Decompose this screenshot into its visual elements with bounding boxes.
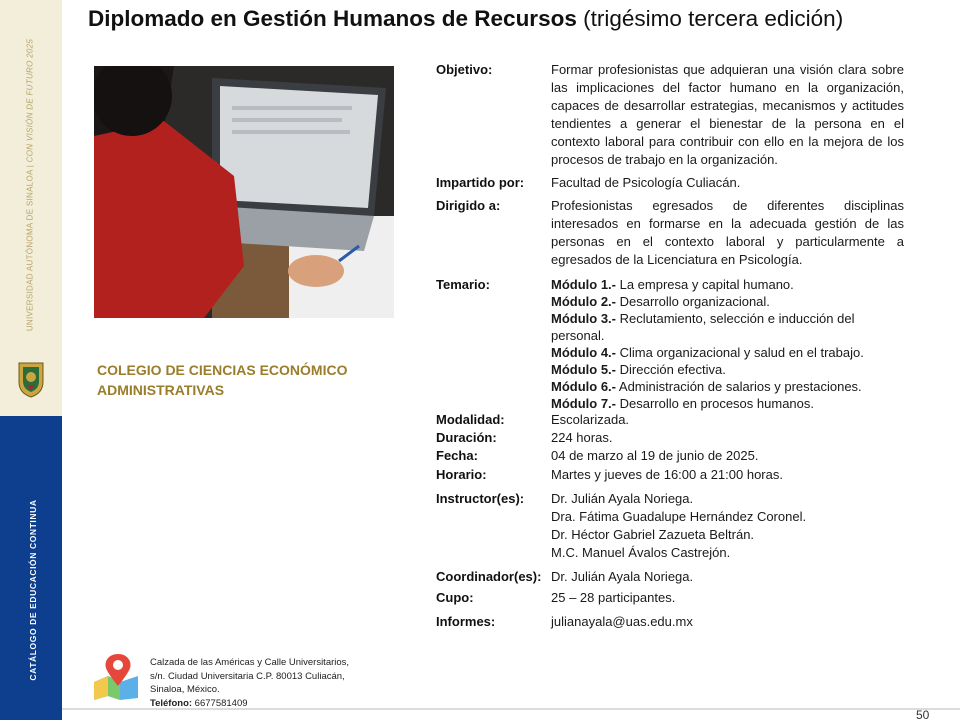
address-line: Sinaloa, México. <box>150 684 220 695</box>
temario-list <box>551 276 881 412</box>
label-temario: Temario: <box>436 277 490 292</box>
label-fecha: Fecha: <box>436 448 478 463</box>
instructor-item: Dr. Héctor Gabriel Zazueta Beltrán. <box>551 527 755 542</box>
module-item: Módulo 5.- Dirección efectiva. <box>551 362 726 377</box>
label-instructores: Instructor(es): <box>436 491 525 506</box>
module-item: Módulo 6.- Administración de salarios y prestaciones. <box>551 379 862 394</box>
college-name: COLEGIO DE CIENCIAS ECONÓMICO ADMINISTRATIVAS <box>97 362 348 398</box>
label-cupo: Cupo: <box>436 590 474 605</box>
value-cupo: 25 – 28 participantes. <box>551 590 676 605</box>
footer-divider <box>62 708 960 710</box>
sidebar-catalog-text: CATÁLOGO DE EDUCACIÓN CONTINUA <box>28 499 38 681</box>
label-modalidad: Modalidad: <box>436 412 505 427</box>
value-objetivo: Formar profesionistas que adquieran una visión clara sobre las implicaciones del factor humano en la organización, capaces de desarrollar estrategias, mecanismos y actitudes tendientes a generar el bienestar de la persona en el contexto laboral para contribuir con ello en la mejora de los procesos de trabajo en la organización. <box>551 62 904 167</box>
page-title: Diplomado en Gestión Humanos de Recursos (trigésimo tercera edición) <box>88 6 844 31</box>
address-line: Calzada de las Américas y Calle Universitarios, <box>150 657 350 668</box>
footer-address <box>150 656 349 710</box>
sidebar-university-text: UNIVERSIDAD AUTÓNOMA DE SINALOA | CON VISIÓN DE FUTURO 2025 <box>25 38 35 332</box>
value-fecha: 04 de marzo al 19 de junio de 2025. <box>551 448 759 463</box>
map-pin-icon <box>92 652 142 700</box>
label-coordinador: Coordinador(es): <box>436 569 542 584</box>
label-duracion: Duración: <box>436 430 497 445</box>
course-photo <box>94 66 394 318</box>
instructor-item: Dr. Julián Ayala Noriega. <box>551 491 694 506</box>
label-informes: Informes: <box>436 614 496 629</box>
value-coordinador: Dr. Julián Ayala Noriega. <box>551 569 694 584</box>
module-item: Módulo 2.- Desarrollo organizacional. <box>551 294 770 309</box>
value-duracion: 224 horas. <box>551 430 613 445</box>
value-dirigido: Profesionistas egresados de diferentes disciplinas interesados en formarse en la adecuada gestión de las personas en el contexto laboral y particularmente a egresados de la Licenciatura en Psicología. <box>551 198 904 267</box>
module-item: Módulo 4.- Clima organizacional y salud en el trabajo. <box>551 345 864 360</box>
module-item: Módulo 1.- La empresa y capital humano. <box>551 277 794 292</box>
module-item: Módulo 7.- Desarrollo en procesos humanos. <box>551 396 814 411</box>
value-impartido: Facultad de Psicología Culiacán. <box>551 175 741 190</box>
module-item: Módulo 3.- Reclutamiento, selección e inducción del personal. <box>551 311 855 343</box>
address-line: s/n. Ciudad Universitaria C.P. 80013 Culiacán, <box>150 670 345 682</box>
value-modalidad: Escolarizada. <box>551 412 630 427</box>
footer-phone: Teléfono: 6677581409 <box>150 697 248 709</box>
informes-email-link[interactable]: julianayala@uas.edu.mx <box>551 614 693 629</box>
instructor-item: M.C. Manuel Ávalos Castrejón. <box>551 545 731 560</box>
instructor-list <box>551 490 904 562</box>
label-objetivo: Objetivo: <box>436 62 493 77</box>
university-seal-icon <box>16 360 46 398</box>
label-horario: Horario: <box>436 467 487 482</box>
label-dirigido: Dirigido a: <box>436 198 501 213</box>
value-horario: Martes y jueves de 16:00 a 21:00 horas. <box>551 467 783 482</box>
label-impartido: Impartido por: <box>436 175 525 190</box>
page-number: 50 <box>916 708 930 722</box>
instructor-item: Dra. Fátima Guadalupe Hernández Coronel. <box>551 509 807 524</box>
